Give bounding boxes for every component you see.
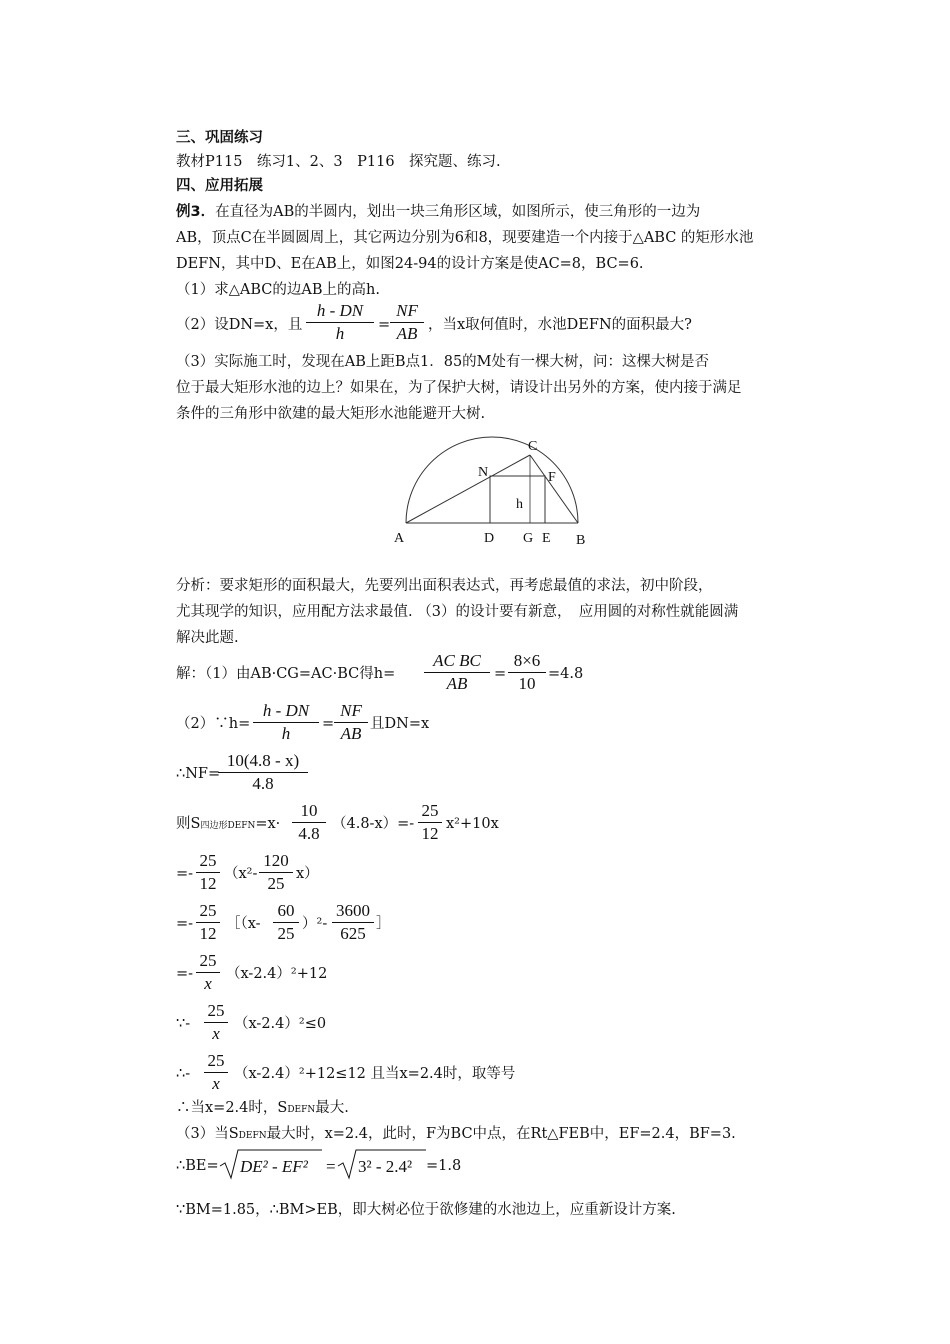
solution-2-prefix: （2）∵h= [176, 716, 251, 732]
exercise-reference: 教材P115 练习1、2、3 P116 探究题、练习. [176, 154, 501, 170]
fraction-25-over-x: $\frac{25}{x}$ [196, 950, 220, 995]
step-6-mid: ［（x- [226, 916, 261, 932]
label-h: h [516, 497, 523, 512]
solution-2-suffix: 且DN=x [370, 716, 430, 732]
area-expression-mid: （4.8-x）=- [332, 816, 415, 832]
equals-sign: = [494, 666, 507, 682]
equals-sign: = [322, 716, 335, 732]
step-9-prefix: ∴- [176, 1066, 191, 1082]
be-radical-expression [218, 1146, 458, 1182]
step-8-tail: （x-2.4）²≤0 [234, 1016, 327, 1032]
section-heading-extension: 四、应用拓展 [176, 178, 263, 194]
fraction-acbc-over-ab: $\frac{\text{AC BC}}{AB}$ [424, 650, 490, 695]
radicand-numeric: 3² - 2.4² [358, 1157, 413, 1176]
radicand-de-ef: DE² - EF² [240, 1157, 308, 1176]
fraction-25-over-12-b: $\frac{25}{12}$ [196, 850, 220, 895]
step-6-mid2: ）²- [302, 916, 328, 932]
example-paragraph-line1 [176, 202, 700, 222]
side-ac [406, 455, 530, 523]
be-prefix: ∴BE= [176, 1158, 219, 1174]
solution-3-line: （3）当SDEFN最大时，x=2.4，此时，F为BC中点，在Rt△FEB中，EF=2.4，BF=3. [176, 1126, 736, 1142]
label-d: D [484, 531, 495, 546]
fraction-nf-value: $\frac{10(4.8 - x)}{4.8}$ [218, 750, 308, 795]
example-paragraph-line3: DEFN，其中D、E在AB上，如图24-94的设计方案是使AC=8，BC=6. [176, 256, 644, 272]
equals-sign-be: = [326, 1157, 336, 1176]
semicircle-triangle-figure [390, 430, 600, 550]
fraction-10-over-4-8: $\frac{10}{4.8}$ [292, 800, 326, 845]
analysis-line1: 分析：要求矩形的面积最大，先要列出面积表达式，再考虑最值的求法，初中阶段， [176, 578, 713, 594]
label-g: G [523, 531, 534, 546]
question-3-line2: 位于最大矩形水池的边上？如果在，为了保护大树，请设计出另外的方案，使内接于满足 [176, 380, 742, 396]
analysis-line2: 尤其现学的知识，应用配方法求最值. （3）的设计要有新意， 应用圆的对称性就能圆满 [176, 604, 739, 620]
fraction-h-dn-over-h: $\frac{h - DN}{h}$ [306, 300, 374, 345]
label-a: A [394, 531, 405, 546]
label-c: C [528, 439, 538, 454]
step-5-tail: x） [296, 866, 319, 882]
analysis-line3: 解决此题. [176, 630, 239, 646]
step-7-tail: （x-2.4）²+12 [226, 966, 328, 982]
final-conclusion: ∵BM=1.85，∴BM>EB，即大树必位于欲修建的水池边上，应重新设计方案. [176, 1202, 676, 1218]
solution-1-result: =4.8 [548, 666, 584, 682]
fraction-25-over-x-c: $\frac{25}{x}$ [204, 1050, 228, 1095]
question-3-line1: （3）实际施工时，发现在AB上距B点1．85的M处有一棵大树，问：这棵大树是否 [176, 354, 710, 370]
step-8-prefix: ∵- [176, 1016, 191, 1032]
label-b: B [576, 533, 586, 548]
step-6-prefix: =- [176, 916, 194, 932]
fraction-8x6-over-10: $\frac{8\times 6}{10}$ [508, 650, 546, 695]
question-1: （1）求△ABC的边AB上的高h. [176, 282, 380, 298]
nf-expression-prefix: ∴NF= [176, 766, 221, 782]
fraction-25-over-12: $\frac{25}{12}$ [418, 800, 442, 845]
section-heading-consolidate: 三、巩固练习 [176, 130, 263, 146]
fraction-120-over-25: $\frac{120}{25}$ [259, 850, 293, 895]
fraction-60-over-25: $\frac{60}{25}$ [273, 900, 299, 945]
fraction-h-dn-over-h-2: $\frac{h - DN}{h}$ [253, 700, 319, 745]
label-n: N [478, 465, 489, 480]
step-5-prefix: =- [176, 866, 194, 882]
question-2-prefix: （2）设DN=x，且 [176, 317, 303, 333]
be-result: =1.8 [426, 1158, 462, 1174]
area-expression: 则S四边形DEFN=x· [176, 816, 281, 832]
question-2-suffix: ，当x取何值时，水池DEFN的面积最大? [428, 317, 692, 333]
step-5-mid: （x²- [224, 866, 258, 882]
fraction-3600-over-625: $\frac{3600}{625}$ [332, 900, 374, 945]
example-text: 在直径为AB的半圆内，划出一块三角形区域，如图所示，使三角形的一边为 [215, 204, 701, 220]
question-3-line3: 条件的三角形中欲建的最大矩形水池能避开大树. [176, 406, 486, 422]
max-area-conclusion: ∴当x=2.4时，SDEFN最大. [176, 1100, 349, 1116]
example-paragraph-line2: AB，顶点C在半圆圆周上，其它两边分别为6和8，现要建造一个内接于△ABC 的矩形水池 [176, 230, 754, 246]
label-e: E [542, 531, 551, 546]
example-label: 例3． [176, 204, 216, 220]
fraction-25-over-x-b: $\frac{25}{x}$ [204, 1000, 228, 1045]
fraction-25-over-12-c: $\frac{25}{12}$ [196, 900, 220, 945]
label-f: F [548, 470, 556, 485]
equals-sign: = [378, 317, 391, 333]
fraction-nf-over-ab: $\frac{NF}{AB}$ [390, 300, 424, 345]
step-9-tail: （x-2.4）²+12≤12 且当x=2.4时，取等号 [234, 1066, 516, 1082]
step-7-prefix: =- [176, 966, 194, 982]
step-6-tail: ］ [376, 916, 391, 932]
area-expression-tail: x²+10x [446, 816, 499, 832]
solution-1-prefix: 解：（1）由AB·CG=AC·BC得h= [176, 666, 396, 682]
fraction-nf-over-ab-2: $\frac{NF}{AB}$ [334, 700, 368, 745]
